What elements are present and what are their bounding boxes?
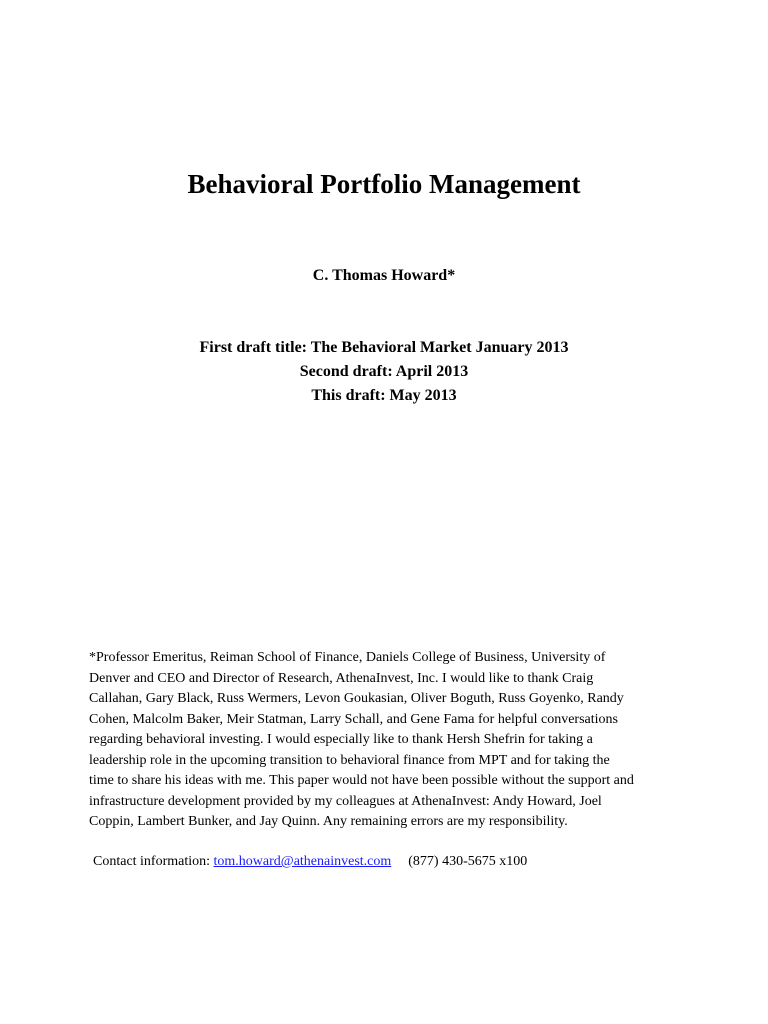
footnote-line: time to share his ideas with me. This paper would not have been possible without the support and xyxy=(89,773,634,788)
second-draft-line: Second draft: April 2013 xyxy=(299,363,469,380)
first-draft-line: First draft title: The Behavioral Market January 2013 xyxy=(199,339,569,356)
paper-title: Behavioral Portfolio Management xyxy=(187,169,581,199)
footnote-line: regarding behavioral investing. I would especially like to thank Hersh Shefrin for taking a xyxy=(89,732,593,747)
draft-history xyxy=(0,336,768,408)
contact-information xyxy=(93,852,527,872)
author-footnote xyxy=(89,648,685,833)
footnote-line: Coppin, Lambert Bunker, and Jay Quinn. Any remaining errors are my responsibility. xyxy=(89,814,568,829)
footnote-line: Callahan, Gary Black, Russ Wermers, Levon Goukasian, Oliver Boguth, Russ Goyenko, Randy xyxy=(89,691,624,706)
footnote-line: leadership role in the upcoming transition to behavioral finance from MPT and for taking the xyxy=(89,752,610,768)
contact-email-link[interactable]: tom.howard@athenainvest.com xyxy=(213,854,392,869)
contact-phone: (877) 430-5675 x100 xyxy=(408,854,528,869)
contact-label: Contact information: xyxy=(93,854,211,869)
footnote-line: Denver and CEO and Director of Research, AthenaInvest, Inc. I would like to thank Craig xyxy=(89,670,594,686)
current-draft-line: This draft: May 2013 xyxy=(311,387,457,404)
author-name: C. Thomas Howard* xyxy=(312,267,456,284)
footnote-line: Cohen, Malcolm Baker, Meir Statman, Larry Schall, and Gene Fama for helpful conversations xyxy=(89,711,618,727)
footnote-line: *Professor Emeritus, Reiman School of Finance, Daniels College of Business, University of xyxy=(89,650,606,665)
footnote-line: infrastructure development provided by my colleagues at AthenaInvest: Andy Howard, Joel xyxy=(89,793,602,809)
